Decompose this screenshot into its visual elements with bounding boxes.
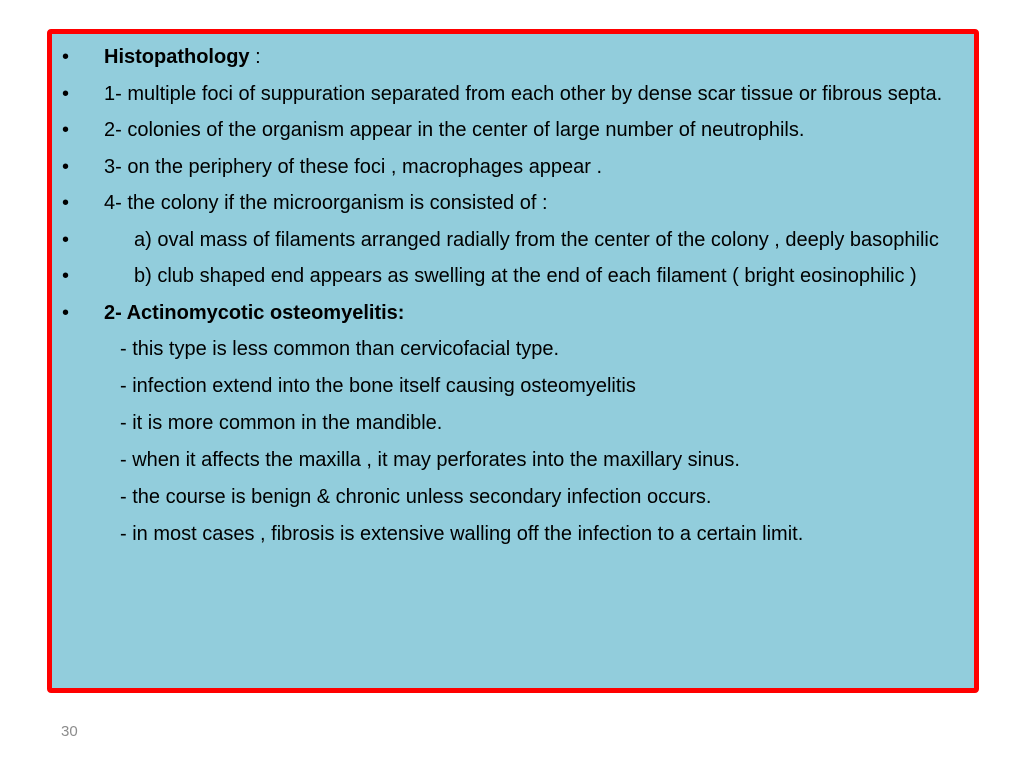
bullet-item-1 [52, 79, 974, 110]
bullet-item-heading [52, 42, 974, 73]
bullet-text: 4- the colony if the microorganism is consisted of : [104, 192, 548, 214]
bullet-glyph: • [62, 228, 70, 251]
slide-content [52, 34, 974, 556]
sub-point-1: - this type is less common than cervicofacial type. [120, 338, 560, 360]
heading-text: Histopathology [104, 46, 250, 68]
bullet-glyph: • [62, 82, 70, 105]
bullet-text: a) oval mass of filaments arranged radially from the center of the colony , deeply basophilic [134, 228, 939, 251]
bullet-glyph: • [62, 265, 70, 287]
bullet-item-2 [52, 115, 974, 146]
bullet-text: 3- on the periphery of these foci , macrophages appear . [104, 155, 603, 178]
bullet-item-section [52, 298, 974, 329]
sub-point-5: - the course is benign & chronic unless secondary infection occurs. [120, 486, 712, 508]
content-box [47, 29, 979, 693]
sub-point-2: - infection extend into the bone itself causing osteomyelitis [120, 375, 636, 397]
bullet-glyph: • [62, 192, 70, 214]
bullet-glyph: • [62, 301, 70, 324]
bullet-glyph: • [62, 155, 70, 178]
bullet-glyph: • [62, 119, 70, 141]
section-title: 2- Actinomycotic osteomyelitis: [104, 301, 405, 324]
sub-point-6: - in most cases , fibrosis is extensive walling off the infection to a certain limit. [120, 523, 804, 545]
page-number: 30 [61, 723, 78, 740]
bullet-item-4b [52, 261, 974, 292]
bullet-glyph: • [62, 46, 70, 68]
bullet-item-3 [52, 152, 974, 183]
bullet-text: b) club shaped end appears as swelling at the end of each filament ( bright eosinophilic ) [134, 265, 917, 287]
sub-point-3: - it is more common in the mandible. [120, 412, 443, 434]
sub-point-4: - when it affects the maxilla , it may perforates into the maxillary sinus. [120, 449, 740, 471]
bullet-item-4a [52, 225, 974, 256]
bullet-text: 2- colonies of the organism appear in the center of large number of neutrophils. [104, 119, 805, 141]
bullet-text: 1- multiple foci of suppuration separated from each other by dense scar tissue or fibrous septa. [104, 82, 943, 105]
heading-suffix: : [249, 46, 261, 68]
bullet-item-4 [52, 188, 974, 219]
